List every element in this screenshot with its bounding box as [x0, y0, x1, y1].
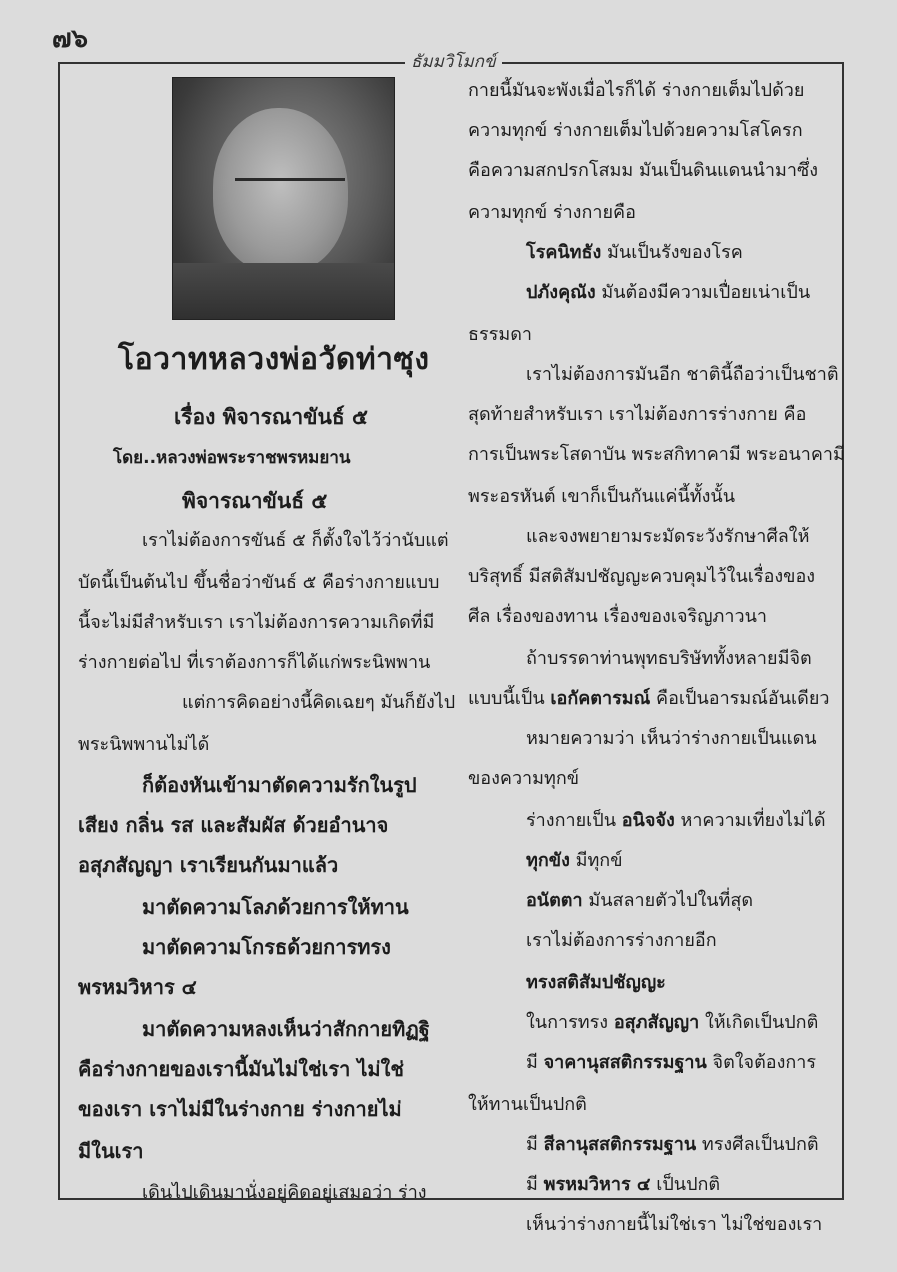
text-segment: และจงพยายามระมัดระวังรักษาศีลให้: [526, 526, 810, 547]
text-segment: ร่างกายเป็น: [526, 810, 622, 831]
right-text-line: [526, 885, 753, 914]
text-segment: พระอรหันต์ เขาก็เป็นกันแค่นี้ทั้งนั้น: [468, 486, 736, 507]
text-segment: ทรงศีลเป็นปกติ: [696, 1134, 819, 1155]
left-text-line: นี้จะไม่มีสำหรับเรา เราไม่ต้องการความเกิดที่มี: [78, 612, 435, 633]
text-segment: สุดท้ายสำหรับเรา เราไม่ต้องการร่างกาย คือ: [468, 404, 807, 425]
bold-term: ทรงสติสัมปชัญญะ: [526, 972, 666, 993]
text-segment: ให้เกิดเป็นปกติ: [699, 1012, 819, 1033]
right-text-line: [468, 601, 767, 630]
bold-term: อนิจจัง: [621, 810, 675, 831]
text-segment: มันเป็นรังของโรค: [601, 242, 743, 263]
right-text-line: [526, 277, 810, 306]
left-text-line: มาตัดความโกรธด้วยการทรง: [142, 935, 391, 959]
text-segment: ธรรมดา: [468, 324, 532, 345]
left-text-line: พรหมวิหาร ๔: [78, 975, 197, 999]
right-text-line: [526, 237, 743, 266]
text-segment: คือเป็นอารมณ์อันเดียว: [650, 688, 830, 709]
right-text-line: [526, 1169, 720, 1198]
bold-term: โรคนิทธัง: [526, 242, 602, 263]
text-segment: มี: [526, 1052, 544, 1073]
left-text-line: เสียง กลิ่น รส และสัมผัส ด้วยอำนาจ: [78, 813, 389, 837]
text-segment: บริสุทธิ์ มีสติสัมปชัญญะควบคุมไว้ในเรื่องของ: [468, 566, 816, 587]
text-segment: คือความสกปรกโสมม มันเป็นดินแดนนำมาซึ่ง: [468, 160, 818, 181]
text-segment: เห็นว่าร่างกายนี้ไม่ใช่เรา ไม่ใช่ของเรา: [526, 1214, 823, 1235]
text-segment: ของความทุกข์: [468, 768, 580, 789]
portrait-glasses: [235, 178, 345, 213]
text-segment: ในการทรง: [526, 1012, 614, 1033]
text-segment: ศีล เรื่องของทาน เรื่องของเจริญภาวนา: [468, 606, 768, 627]
bold-term: จาคานุสสติกรรมฐาน: [543, 1052, 707, 1073]
left-text-line: อสุภสัญญา เราเรียนกันมาแล้ว: [78, 853, 339, 877]
portrait-robe: [173, 263, 395, 320]
text-segment: กายนี้มันจะพังเมื่อไรก็ได้ ร่างกายเต็มไปด้วย: [468, 80, 805, 101]
left-text-line: พิจารณาขันธ์ ๕: [182, 489, 328, 513]
right-text-line: [526, 925, 717, 954]
left-text-line: คือร่างกายของเรานี้มันไม่ใช่เรา ไม่ใช่: [78, 1057, 404, 1081]
text-segment: มี: [526, 1134, 544, 1155]
left-text-line: พระนิพพานไม่ได้: [78, 734, 210, 755]
right-text-line: [468, 75, 804, 104]
bold-term: อนัตตา: [526, 890, 583, 911]
article-subtitle: เรื่อง พิจารณาขันธ์ ๕: [174, 405, 368, 429]
text-segment: เป็นปกติ: [650, 1174, 721, 1195]
header-title: ธัมมวิโมกข์: [405, 48, 502, 75]
right-text-line: [468, 439, 845, 468]
left-text-line: บัดนี้เป็นต้นไป ขึ้นชื่อว่าขันธ์ ๕ คือร่างกายแบบ: [78, 572, 440, 593]
article-title: โอวาทหลวงพ่อวัดท่าซุง: [118, 342, 430, 377]
text-segment: การเป็นพระโสดาบัน พระสกิทาคามี พระอนาคามี: [468, 444, 845, 465]
right-text-line: [468, 197, 636, 226]
right-text-line: [468, 481, 735, 510]
right-text-line: [468, 319, 532, 348]
text-segment: ความทุกข์ ร่างกายคือ: [468, 202, 636, 223]
left-text-line: มีในเรา: [78, 1139, 144, 1163]
left-text-line: แต่การคิดอย่างนี้คิดเฉยๆ มันก็ยังไป: [182, 692, 456, 713]
left-text-line: ก็ต้องหันเข้ามาตัดความรักในรูป: [142, 773, 417, 797]
right-text-line: [526, 359, 839, 388]
right-text-line: [468, 561, 815, 590]
text-segment: เราไม่ต้องการมันอีก ชาตินี้ถือว่าเป็นชาติ: [526, 364, 839, 385]
bold-term: ปภังคุณัง: [526, 282, 596, 303]
text-segment: หาความเที่ยงไม่ได้: [674, 810, 826, 831]
text-segment: จิตใจต้องการ: [706, 1052, 817, 1073]
right-text-line: [468, 399, 806, 428]
right-text-line: [468, 1089, 587, 1118]
text-segment: ความทุกข์ ร่างกายเต็มไปด้วยความโสโครก: [468, 120, 803, 141]
text-segment: แบบนี้เป็น: [468, 688, 551, 709]
left-text-line: เราไม่ต้องการขันธ์ ๕ ก็ตั้งใจไว้ว่านับแต่: [142, 530, 449, 551]
right-text-line: [468, 115, 803, 144]
right-text-line: [526, 1209, 822, 1238]
right-text-line: [468, 155, 818, 184]
text-segment: มีทุกข์: [569, 850, 623, 871]
text-segment: มันสลายตัวไปในที่สุด: [582, 890, 754, 911]
right-text-line: [526, 521, 809, 550]
text-segment: มันต้องมีความเปื่อยเน่าเป็น: [595, 282, 811, 303]
left-text-line: มาตัดความหลงเห็นว่าสักกายทิฏฐิ: [142, 1017, 430, 1041]
portrait-photo: [172, 77, 395, 320]
left-text-line: ร่างกายต่อไป ที่เราต้องการก็ได้แก่พระนิพพาน: [78, 652, 431, 673]
bold-term: อสุภสัญญา: [613, 1012, 700, 1033]
right-text-line: [526, 723, 817, 752]
bold-term: สีลานุสสติกรรมฐาน: [543, 1134, 697, 1155]
right-text-line: [526, 845, 623, 874]
right-text-line: [526, 1007, 818, 1036]
right-text-line: [526, 643, 812, 672]
text-segment: เราไม่ต้องการร่างกายอีก: [526, 930, 717, 951]
right-text-line: [526, 967, 666, 996]
text-segment: หมายความว่า เห็นว่าร่างกายเป็นแดน: [526, 728, 817, 749]
bold-term: ทุกขัง: [526, 850, 570, 871]
right-text-line: [526, 1047, 816, 1076]
text-segment: ถ้าบรรดาท่านพุทธบริษัททั้งหลายมีจิต: [526, 648, 812, 669]
page-number: ๗๖: [52, 24, 89, 54]
right-text-line: [468, 763, 579, 792]
article-byline: โดย..หลวงพ่อพระราชพรหมยาน: [113, 448, 351, 468]
bold-term: พรหมวิหาร ๔: [543, 1174, 651, 1195]
left-text-line: เดินไปเดินมานั่งอยู่คิดอยู่เสมอว่า ร่าง: [142, 1182, 427, 1203]
bold-term: เอกัคตารมณ์: [550, 688, 651, 709]
right-text-line: [526, 1129, 819, 1158]
right-text-line: [468, 683, 830, 712]
text-segment: มี: [526, 1174, 544, 1195]
right-text-line: [526, 805, 826, 834]
text-segment: ให้ทานเป็นปกติ: [468, 1094, 587, 1115]
left-text-line: มาตัดความโลภด้วยการให้ทาน: [142, 895, 409, 919]
left-text-line: ของเรา เราไม่มีในร่างกาย ร่างกายไม่: [78, 1097, 402, 1121]
